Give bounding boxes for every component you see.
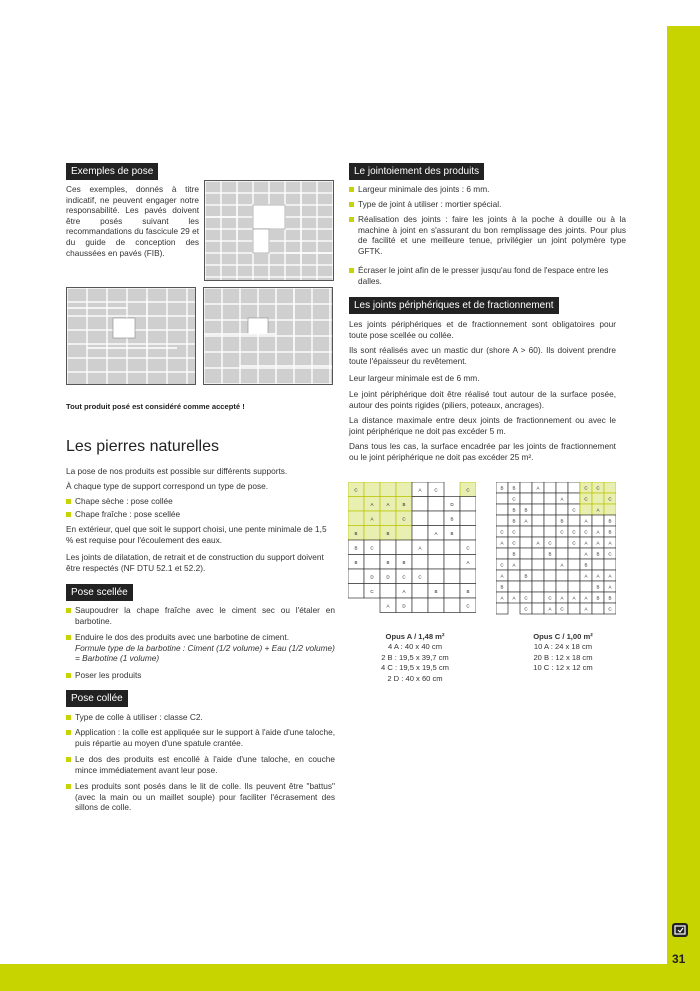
opus-a-line: 4 C : 19,5 x 19,5 cm: [381, 663, 449, 673]
opus-tile-letter: C: [572, 529, 576, 535]
opus-tile: [428, 511, 444, 526]
jointoiement-bullet-1: Largeur minimale des joints : 6 mm.: [349, 184, 626, 195]
pierres-p3: En extérieur, quel que soit le support choisi, une pente minimale de 1,5 % est requise pour l'écoulement des eaux.: [66, 524, 327, 545]
opus-tile-letter: C: [466, 545, 470, 551]
opus-tile: [428, 569, 444, 584]
opus-c-diagram: [496, 482, 616, 616]
opus-tile: [444, 598, 460, 613]
opus-tile-letter: A: [584, 551, 588, 557]
collee-bullet-4: Les produits sont posés dans le lit de colle. Ils peuvent être "battus" (avec la main ou un maillet souple) pour faciliter l'écrasement des sillons de colle.: [66, 781, 335, 813]
opus-tile: [568, 493, 580, 504]
opus-tile-letter: A: [402, 588, 406, 594]
opus-tile: [532, 592, 544, 603]
opus-tile-letter: C: [560, 606, 564, 612]
pierres-p2: À chaque type de support correspond un type de pose.: [66, 481, 269, 491]
opus-tile: [556, 504, 568, 515]
opus-tile: [460, 569, 476, 584]
collee-bullet-1: Type de colle à utiliser : classe C2.: [66, 712, 335, 723]
opus-a-line: 4 A : 40 x 40 cm: [387, 642, 443, 652]
opus-tile-letter: B: [524, 573, 528, 579]
scellee-bullet-3: Poser les produits: [66, 670, 335, 681]
scellee-bullet-2: [66, 632, 335, 664]
opus-tile-letter: B: [512, 507, 516, 513]
opus-c-line: 10 A : 24 x 18 cm: [533, 642, 593, 652]
pose-example-2: [66, 287, 196, 385]
scellee-formula: Formule type de la barbotine : Ciment (1/2 volume) + Eau (1/2 volume) = Barbotine (1 volume): [75, 642, 335, 664]
opus-tile-letter: A: [370, 501, 374, 507]
peripheriques-header: Les joints périphériques et de fractionnement: [349, 297, 559, 314]
opus-tile: [444, 584, 460, 599]
opus-tile-letter: A: [560, 496, 564, 502]
opus-tile-letter: A: [608, 540, 612, 546]
opus-tile-letter: A: [524, 518, 528, 524]
opus-tile: [508, 581, 520, 592]
opus-tile: [544, 482, 556, 493]
opus-tile: [496, 548, 508, 559]
opus-tile-letter: C: [512, 529, 516, 535]
opus-tile-letter: B: [608, 518, 612, 524]
opus-tile-letter: B: [450, 516, 454, 522]
opus-tile: [544, 559, 556, 570]
opus-tile: [444, 540, 460, 555]
exemples-text: Ces exemples, donnés à titre indicatif, ne peuvent engager notre responsabilité. Les pavés doivent être posés suivant les recommandations du fascicule 29 et du guide de conception des chaussées en pavés (FIB).: [66, 184, 199, 258]
opus-tile-letter: A: [536, 485, 540, 491]
opus-tile: [508, 570, 520, 581]
opus-tile-letter: B: [500, 584, 504, 590]
opus-tile-letter: C: [434, 487, 438, 493]
opus-tile-letter: A: [500, 540, 504, 546]
opus-tile-letter: A: [560, 595, 564, 601]
opus-tile: [364, 526, 380, 541]
green-bottom-bar: [0, 964, 700, 991]
opus-tile-letter: C: [500, 529, 504, 535]
exemples-header: Exemples de pose: [66, 163, 158, 180]
opus-tile-letter: D: [386, 574, 390, 580]
opus-tile: [496, 515, 508, 526]
jointoiement-bullet-3: Réalisation des joints : faire les joints à la poche à douille ou à la machine à joint en s'assurant du bon remplissage des joints. Pour plus de facilité et une meilleure tenue, privilégier un joint polymère type GFTK.: [349, 214, 626, 256]
opus-tile: [444, 555, 460, 570]
opus-tile: [544, 504, 556, 515]
peripheriques-p4: Le joint périphérique doit être réalisé tout autour de la surface posée, autour des points rigides (piliers, poteaux, ancrages).: [349, 389, 616, 410]
opus-tile: [412, 526, 428, 541]
opus-tile: [520, 493, 532, 504]
opus-tile: [532, 493, 544, 504]
page-corner-icon: [672, 923, 688, 937]
opus-tile: [348, 569, 364, 584]
opus-tile: [580, 504, 592, 515]
opus-tile: [364, 482, 380, 497]
pierres-p4: Les joints de dilatation, de retrait et de construction du support doivent être respectés (NF DTU 52.1 et 52.2).: [66, 552, 324, 573]
opus-tile-letter: C: [548, 595, 552, 601]
exemples-note: Tout produit posé est considéré comme accepté !: [66, 402, 245, 411]
opus-tile: [568, 548, 580, 559]
peripheriques-p2: Ils sont réalisés avec un mastic dur (shore A > 60). Ils doivent prendre toute l'épaisseur du revêtement.: [349, 345, 616, 366]
opus-tile-letter: B: [354, 545, 358, 551]
opus-tile-letter: C: [466, 603, 470, 609]
opus-tile-letter: A: [584, 540, 588, 546]
collee-bullet-2: Application : la colle est appliquée sur le support à l'aide d'une taloche, puis répartie au moyen d'une spatule crantée.: [66, 727, 335, 748]
opus-tile-letter: A: [584, 595, 588, 601]
opus-tile-letter: A: [386, 501, 390, 507]
opus-tile-letter: C: [584, 485, 588, 491]
opus-tile: [496, 603, 508, 614]
opus-tile-letter: C: [370, 588, 374, 594]
opus-tile-letter: C: [402, 516, 406, 522]
opus-tile-letter: A: [608, 573, 612, 579]
opus-tile-letter: B: [548, 551, 552, 557]
opus-c-title: Opus C / 1,00 m²: [533, 632, 593, 641]
opus-tile: [604, 504, 616, 515]
opus-tile: [544, 581, 556, 592]
opus-tile-letter: B: [386, 559, 390, 565]
pierres-title: Les pierres naturelles: [66, 438, 219, 455]
opus-tile-letter: B: [402, 501, 406, 507]
opus-tile: [580, 581, 592, 592]
opus-tile: [412, 555, 428, 570]
opus-c-line: 10 C : 12 x 12 cm: [533, 663, 593, 673]
opus-tile: [532, 603, 544, 614]
opus-tile: [532, 504, 544, 515]
opus-tile-letter: A: [466, 559, 470, 565]
opus-tile-letter: B: [402, 559, 406, 565]
opus-tile-letter: C: [402, 574, 406, 580]
opus-tile-letter: B: [584, 562, 588, 568]
opus-c-svg: [496, 482, 616, 616]
opus-tile: [556, 537, 568, 548]
opus-tile-letter: C: [500, 562, 504, 568]
opus-tile: [544, 526, 556, 537]
opus-tile-letter: C: [512, 540, 516, 546]
opus-tile: [568, 603, 580, 614]
opus-tile: [592, 559, 604, 570]
opus-tile-letter: A: [608, 584, 612, 590]
opus-tile-letter: D: [450, 501, 454, 507]
collee-bullet-3: Le dos des produits est encollé à l'aide d'une taloche, en couche mince immédiatement avant leur pose.: [66, 754, 335, 775]
opus-tile: [568, 581, 580, 592]
opus-tile-letter: B: [354, 530, 358, 536]
peripheriques-p3: Leur largeur minimale est de 6 mm.: [349, 373, 480, 383]
opus-tile-letter: B: [524, 507, 528, 513]
opus-tile: [532, 581, 544, 592]
opus-tile: [412, 584, 428, 599]
opus-tile: [532, 526, 544, 537]
opus-tile: [380, 511, 396, 526]
opus-tile-letter: C: [608, 606, 612, 612]
opus-tile-letter: C: [584, 496, 588, 502]
opus-tile: [412, 598, 428, 613]
opus-a-title: Opus A / 1,48 m²: [385, 632, 445, 641]
opus-tile: [604, 482, 616, 493]
page-number: 31: [672, 952, 686, 966]
opus-tile-letter: A: [434, 530, 438, 536]
opus-tile: [348, 584, 364, 599]
opus-tile-letter: A: [418, 487, 422, 493]
opus-tile-letter: A: [512, 562, 516, 568]
opus-tile: [428, 555, 444, 570]
opus-tile: [496, 493, 508, 504]
opus-tile: [412, 511, 428, 526]
opus-tile-letter: A: [500, 573, 504, 579]
opus-tile: [460, 497, 476, 512]
jointoiement-bullet-4: Écraser le joint afin de le presser jusqu'au fond de l'espace entre les dalles.: [349, 265, 626, 286]
scellee-header: Pose scellée: [66, 584, 133, 601]
opus-tile-letter: C: [370, 545, 374, 551]
opus-tile: [556, 548, 568, 559]
opus-tile: [396, 540, 412, 555]
peripheriques-p1: Les joints périphériques et de fractionnement sont obligatoires pour toute pose scellée ou collée.: [349, 319, 616, 340]
opus-tile: [568, 570, 580, 581]
opus-tile: [428, 598, 444, 613]
opus-tile-letter: A: [536, 540, 540, 546]
opus-tile: [396, 482, 412, 497]
opus-c-legend: [508, 632, 618, 674]
opus-tile: [520, 581, 532, 592]
opus-tile: [568, 515, 580, 526]
opus-tile-letter: B: [354, 559, 358, 565]
opus-tile-letter: A: [560, 562, 564, 568]
scellee-bullet-2-text: Enduire le dos des produits avec une barbotine de ciment.: [75, 632, 290, 642]
opus-tile: [544, 493, 556, 504]
opus-tile-letter: B: [596, 595, 600, 601]
opus-tile-letter: A: [584, 573, 588, 579]
opus-tile-letter: C: [466, 487, 470, 493]
opus-tile-letter: C: [608, 496, 612, 502]
opus-tile: [592, 603, 604, 614]
peripheriques-p6: Dans tous les cas, la surface encadrée par les joints de fractionnement ou le joint périphérique ne doit pas excéder 25 m².: [349, 441, 616, 462]
opus-tile-letter: C: [524, 595, 528, 601]
opus-tile-letter: B: [500, 485, 504, 491]
opus-tile: [592, 493, 604, 504]
opus-tile: [496, 504, 508, 515]
opus-tile: [396, 526, 412, 541]
jointoiement-header: Le jointoiement des produits: [349, 163, 484, 180]
opus-tile-letter: B: [434, 588, 438, 594]
opus-tile-letter: C: [548, 540, 552, 546]
pierres-bullet-1: Chape sèche : pose collée: [66, 496, 335, 507]
peripheriques-p5: La distance maximale entre deux joints de fractionnement ou avec le joint périphérique ne doit pas excéder 5 m.: [349, 415, 616, 436]
opus-tile: [544, 570, 556, 581]
opus-tile-letter: C: [560, 529, 564, 535]
opus-a-diagram: [348, 482, 476, 616]
opus-tile-letter: B: [608, 529, 612, 535]
opus-tile-letter: C: [608, 551, 612, 557]
opus-tile-letter: C: [354, 487, 358, 493]
opus-tile: [412, 497, 428, 512]
opus-tile-letter: B: [512, 518, 516, 524]
opus-tile-letter: B: [512, 485, 516, 491]
opus-tile: [532, 548, 544, 559]
opus-tile-letter: C: [524, 606, 528, 612]
opus-tile: [532, 559, 544, 570]
opus-tile-letter: D: [370, 574, 374, 580]
opus-tile-letter: A: [596, 540, 600, 546]
opus-tile-letter: A: [386, 603, 390, 609]
opus-tile-letter: A: [418, 545, 422, 551]
green-side-bar: [667, 26, 700, 964]
opus-a-svg: [348, 482, 476, 616]
opus-tile: [460, 526, 476, 541]
opus-tile: [444, 569, 460, 584]
scellee-bullet-1: Saupoudrer la chape fraîche avec le ciment sec ou l'étaler en barbotine.: [66, 605, 335, 626]
opus-tile: [348, 497, 364, 512]
collee-header: Pose collée: [66, 690, 128, 707]
opus-tile: [556, 482, 568, 493]
opus-tile-letter: A: [572, 595, 576, 601]
opus-tile: [592, 515, 604, 526]
opus-tile: [520, 548, 532, 559]
pierres-bullet-2: Chape fraîche : pose scellée: [66, 509, 335, 520]
opus-tile: [460, 511, 476, 526]
opus-a-line: 2 D : 40 x 60 cm: [387, 673, 443, 683]
opus-tile: [556, 581, 568, 592]
opus-tile: [520, 537, 532, 548]
opus-tile-letter: A: [596, 529, 600, 535]
opus-tile: [520, 559, 532, 570]
opus-tile-letter: B: [560, 518, 564, 524]
opus-tile: [520, 482, 532, 493]
opus-tile-letter: B: [466, 588, 470, 594]
opus-tile: [532, 570, 544, 581]
opus-tile-letter: A: [596, 507, 600, 513]
opus-tile-letter: C: [512, 496, 516, 502]
opus-tile-letter: C: [572, 540, 576, 546]
opus-tile: [364, 555, 380, 570]
opus-tile-letter: B: [596, 584, 600, 590]
opus-tile-letter: B: [512, 551, 516, 557]
opus-tile-letter: C: [418, 574, 422, 580]
opus-tile: [428, 540, 444, 555]
pierres-p1: La pose de nos produits est possible sur différents supports.: [66, 466, 288, 476]
opus-tile-letter: A: [596, 573, 600, 579]
opus-tile: [380, 482, 396, 497]
opus-tile: [520, 526, 532, 537]
opus-tile-letter: A: [500, 595, 504, 601]
opus-tile-letter: A: [584, 518, 588, 524]
opus-tile-letter: A: [370, 516, 374, 522]
opus-tile-letter: A: [584, 606, 588, 612]
jointoiement-bullet-2: Type de joint à utiliser : mortier spécial.: [349, 199, 626, 210]
opus-tile-letter: A: [548, 606, 552, 612]
opus-tile: [568, 559, 580, 570]
opus-tile: [348, 511, 364, 526]
opus-tile-letter: D: [402, 603, 406, 609]
opus-tile-letter: C: [584, 529, 588, 535]
opus-tile: [556, 570, 568, 581]
opus-tile-letter: B: [608, 595, 612, 601]
opus-tile-letter: C: [596, 485, 600, 491]
opus-tile: [380, 584, 396, 599]
pose-example-1: [204, 180, 334, 281]
opus-tile: [604, 559, 616, 570]
opus-tile-letter: B: [596, 551, 600, 557]
opus-tile-letter: C: [572, 507, 576, 513]
opus-tile: [428, 497, 444, 512]
opus-tile-letter: B: [450, 530, 454, 536]
opus-tile: [532, 515, 544, 526]
pose-example-3: [203, 287, 333, 385]
opus-a-legend: [360, 632, 470, 684]
opus-tile: [380, 540, 396, 555]
opus-a-line: 2 B : 19,5 x 39,7 cm: [381, 652, 449, 662]
opus-tile: [544, 515, 556, 526]
opus-tile-letter: B: [386, 530, 390, 536]
opus-c-line: 20 B : 12 x 18 cm: [533, 652, 593, 662]
opus-tile-letter: A: [512, 595, 516, 601]
opus-tile: [568, 482, 580, 493]
